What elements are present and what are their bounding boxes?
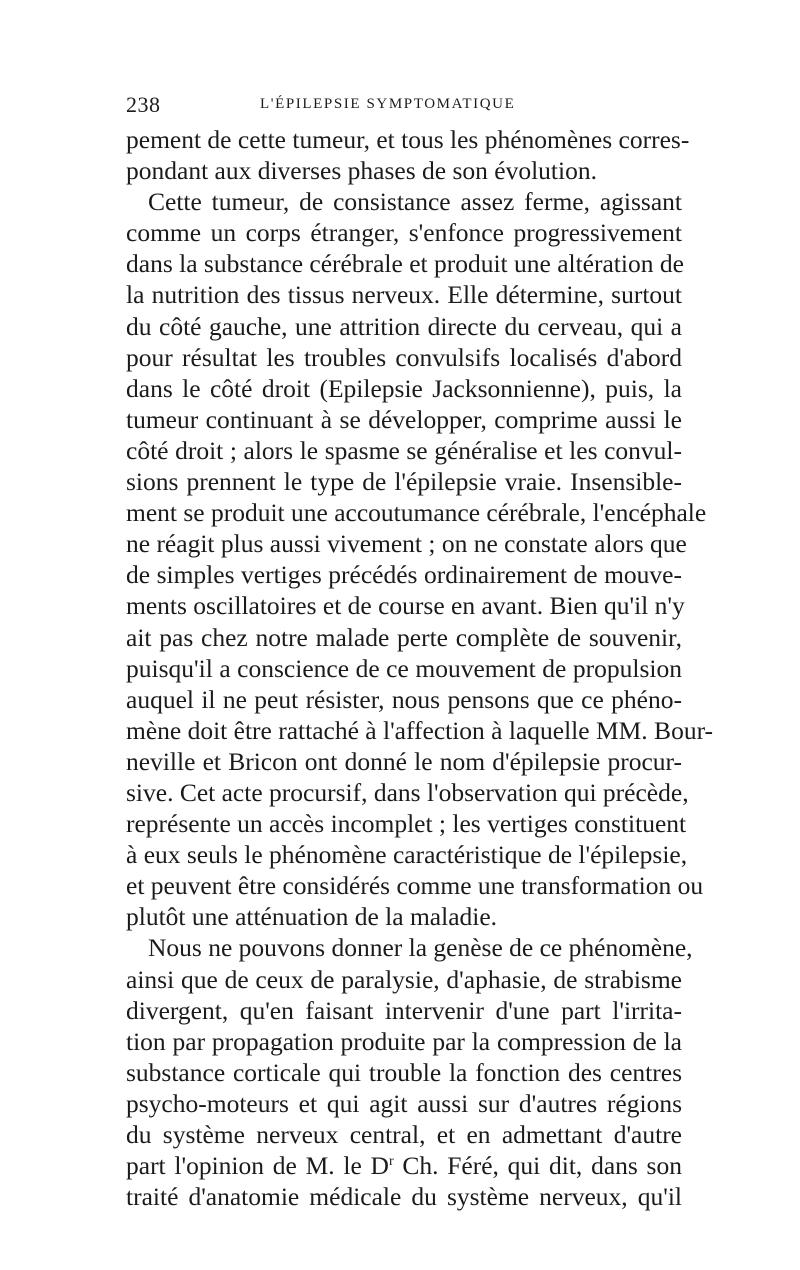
- text-line: plutôt une atténuation de la maladie.: [126, 902, 498, 932]
- text-line: de simples vertiges précédés ordinairement de mouve-: [126, 560, 682, 590]
- text-line: et peuvent être considérés comme une transformation ou: [126, 871, 704, 901]
- text-line: divergent, qu'en faisant intervenir d'une part l'irrita-: [126, 995, 682, 1025]
- text-line: ait pas chez notre malade perte complète de souvenir,: [126, 622, 682, 652]
- text-line: [126, 1150, 682, 1181]
- text-line: puisqu'il a conscience de ce mouvement de propulsion: [126, 653, 682, 683]
- text-line: la nutrition des tissus nerveux. Elle détermine, surtout: [126, 280, 682, 310]
- text-line: ne réagit plus aussi vivement ; on ne constate alors que: [126, 529, 687, 559]
- text-line: pement de cette tumeur, et tous les phénomènes corres-: [126, 125, 690, 154]
- text-line-segment: part l'opinion de M. le D: [126, 1151, 389, 1181]
- text-line: mène doit être rattaché à l'affection à laquelle MM. Bour-: [126, 715, 714, 745]
- text-line: psycho-moteurs et qui agit aussi sur d'autres régions: [126, 1088, 682, 1118]
- text-line: neville et Bricon ont donné le nom d'épilepsie procur-: [126, 746, 682, 776]
- text-line: du système nerveux central, et en admettant d'autre: [126, 1120, 682, 1149]
- text-line: Cette tumeur, de consistance assez ferme, agissant: [148, 187, 682, 217]
- text-line: pour résultat les troubles convulsifs localisés d'abord: [126, 342, 682, 372]
- text-line: côté droit ; alors le spasme se généralise et les convul-: [126, 435, 682, 465]
- page-number: 238: [126, 92, 161, 117]
- text-line: ment se produit une accoutumance cérébrale, l'encéphale: [126, 498, 707, 528]
- text-line: substance corticale qui trouble la fonction des centres: [126, 1057, 682, 1087]
- text-line: sive. Cet acte procursif, dans l'observation qui précède,: [126, 777, 689, 807]
- text-line: dans la substance cérébrale et produit une altération de: [126, 249, 684, 279]
- superscript: r: [388, 1154, 394, 1170]
- body-text: [126, 124, 714, 1212]
- text-line: auquel il ne peut résister, nous pensons que ce phéno-: [126, 684, 682, 714]
- text-line: traité d'anatomie médicale du système nerveux, qu'il: [126, 1182, 682, 1212]
- text-line: comme un corps étranger, s'enfonce progressivement: [126, 218, 682, 248]
- text-line: ments oscillatoires et de course en avant. Bien qu'il n'y: [126, 591, 685, 621]
- text-line: représente un accès incomplet ; les vertiges constituent: [126, 809, 687, 839]
- text-line-segment: Ch. Féré, qui dit, dans son: [393, 1151, 682, 1181]
- text-line: à eux seuls le phénomène caractéristique de l'épilepsie,: [126, 840, 688, 870]
- text-line: du côté gauche, une attrition directe du cerveau, qui a: [126, 311, 682, 341]
- running-title: L'ÉPILEPSIE SYMPTOMATIQUE: [260, 96, 516, 112]
- text-line: tumeur continuant à se développer, comprime aussi le: [126, 404, 682, 434]
- running-header: [126, 92, 678, 116]
- text-line: tion par propagation produite par la compression de la: [126, 1026, 682, 1056]
- text-line: dans le côté droit (Epilepsie Jacksonnienne), puis, la: [126, 373, 682, 403]
- text-line: Nous ne pouvons donner la genèse de ce phénomène,: [148, 933, 693, 963]
- text-line: ainsi que de ceux de paralysie, d'aphasie, de strabisme: [126, 964, 682, 994]
- text-line: sions prennent le type de l'épilepsie vraie. Insensible-: [126, 467, 682, 497]
- text-line: pondant aux diverses phases de son évolution.: [126, 156, 597, 186]
